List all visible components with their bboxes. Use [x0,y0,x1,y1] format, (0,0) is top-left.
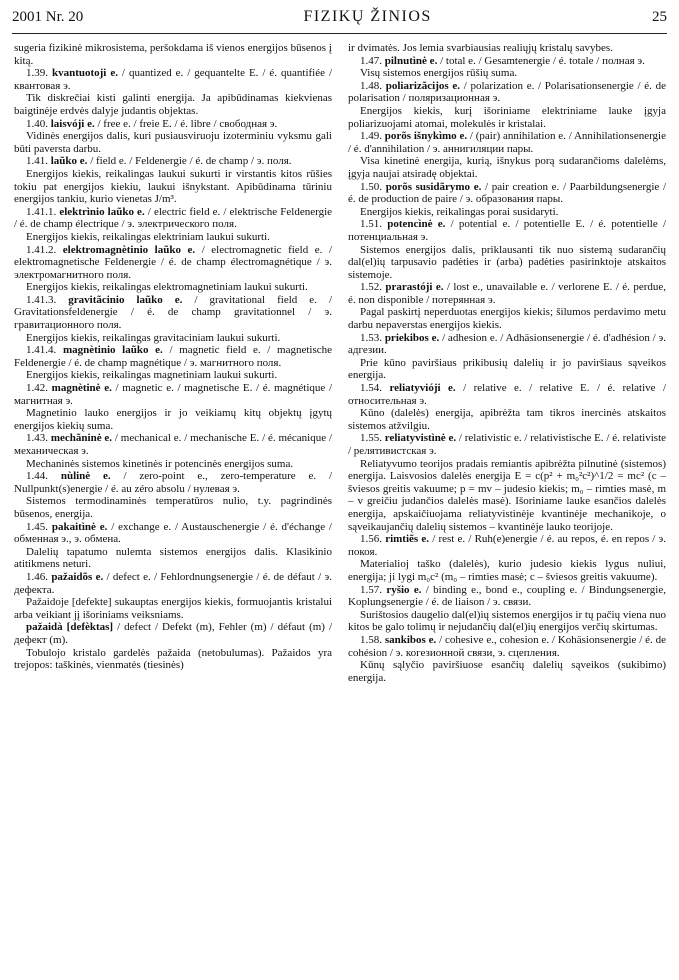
term-entry [348,432,666,457]
term-headword: rimtiẽs e. [385,533,430,546]
term-entry [348,130,666,155]
term-headword: laũko e. [50,155,88,168]
term-number: 1.41.3. [26,293,69,306]
term-headword: nùlinė e. [60,470,111,483]
term-headword: reliatyvióji e. [389,382,456,395]
term-headword: magnètinio laũko e. [62,344,163,357]
definition-text: Pagal paskirtį neperduotas energijos kiekis; šilumos perdavimo metu darbu nepaverstas energijos kiekis. [348,306,666,332]
term-headword: pažaidõs e. [51,570,104,583]
definition-text: Sistemos termodinaminės temperatūros nulio, t.y. pagrindinės būsenos, energija. [14,495,332,520]
term-translations: / total e. / Gesamtenergie / é. totale / полная э. [437,54,645,67]
term-translations: / quantized e. / gequantelte E. / é. quantifiée / квантовая э. [14,67,332,92]
term-entry [348,634,666,659]
right-column [348,42,666,684]
term-entry [14,521,332,546]
definition-text: Visų sistemos energijos rūšių suma. [360,67,518,80]
term-entry [14,244,332,282]
definition-text: Dalelių tapatumo nulemta sistemos energijos dalis. Klasikinio atitikmens neturi. [14,545,332,571]
term-headword: pilnutìnė e. [384,54,438,67]
term-translations: / potential e. / potentielle E. / é. potentielle / потенциальная э. [348,218,667,243]
term-translations: / defect / Defekt (m), Fehler (m) / défaut (m) / дефект (m). [14,621,332,646]
term-number: 1.52. [360,281,386,294]
term-translations: / defect e. / Fehlordnungsenergie / é. de défaut / э. дефекта. [14,570,332,596]
term-entry [14,118,332,131]
definition-text: Energijos kiekis, reikalingas laukui sukurti ir virstantis kitos rūšies tokiu pat energijos kiekiu, laukui išnykstant. Apibūdinama tūriniu energijos tankiu, kurio vienetas J/m³. [14,167,332,206]
term-headword: pakaitìnė e. [51,520,108,533]
term-translations: / relativistic e. / relativistische E. / é. relativiste / релятивистская э. [348,432,667,457]
continued-text: sugeria fizikinė mikrosistema, peršokdama iš vienos energijos būsenos į kitą. [14,42,332,67]
term-entry [14,67,332,92]
term-number: 1.53. [360,331,385,344]
term-entry [348,80,666,105]
definition-text: Materialioj taško (dalelės), kurio judesio kiekis lygus nuliui, energija; ji lygi m₀c² (m₀ – rimties masė; c – šviesos greitis vakuume). [348,558,666,583]
term-entry [348,332,666,357]
term-number: 1.41.4. [26,344,63,357]
term-translations: / magnetic field e. / magnetische Feldenergie / é. de champ magnétique / э. магнитного поля. [14,344,333,369]
term-translations: / electric field e. / elektrische Feldenergie / é. de champ électrique / э. электрического поля. [14,205,333,231]
definition-text: Prie kūno paviršiaus prikibusių dalelių ir jo paviršiaus sąveikos energija. [348,356,666,382]
term-headword: pažaidà [defèktas] [26,621,114,634]
definition-text: Magnetinio lauko energijos ir jo veikiamų kitų objektų įgytų energijos kiekių suma. [14,407,332,432]
definition-text: Reliatyvumo teorijos pradais remiantis apibrėžta pilnutinė (sistemos) energija. Laisvosios dalelės energija E = c(p² + m₀²c²)^1/2 = mc² (c – šviesos greitis vakuume; p = mv – judesio kiekis; m₀ – rimties masė, m – v greičiu judančios dalelės masė). Išoriniame lauke esančios dalelės energija, apskaičiuojama reliatyvistinėje kvantinėje mechanikoje, o sąveikaujančių dalelių sistemos – kvantinėje lauko teorijoje. [348,457,666,533]
definition-text: Sistemos energijos dalis, priklausanti tik nuo sistemą sudarančių dal(el)ių tarpusavio padėties ir (arba) padėties pasirinktoje atskaitos sistemoje. [348,243,666,281]
term-entry [348,281,666,306]
issue-label: 2001 Nr. 20 [12,9,84,25]
left-column [14,42,332,672]
term-translations: / relative e. / relative E. / é. relative / относительная э. [348,382,667,407]
definition-text: Energijos kiekis, kurį išoriniame elektriniame lauke įgyja poliarizuojami atomai, molekulės ir kristalai. [348,104,666,130]
term-number: 1.43. [26,432,51,445]
definition-text: Tik diskrečiai kisti galinti energija. Ja apibūdinamas kiekvienas baigtinėje erdvės dalyje judantis objektas. [14,92,332,117]
continued-text: ir dvimatės. Jos lemia svarbiausias realiųjų kristalų savybes. [348,42,613,54]
term-number: 1.40. [26,117,51,130]
term-entry [348,584,666,609]
definition-text: Energijos kiekis, reikalingas porai susidaryti. [360,205,559,218]
term-translations: / pair creation e. / Paarbildungsenergie / é. de production de paire / э. образования пары. [348,180,667,206]
term-entry [348,218,666,243]
term-number: 1.45. [26,520,52,533]
term-entry [348,181,666,206]
term-entry [14,621,332,646]
term-headword: magnètinė e. [51,382,112,395]
term-number: 1.51. [360,218,388,231]
definition-text: Energijos kiekis, reikalingas elektromagnetiniam laukui sukurti. [26,281,308,294]
term-translations: / mechanical e. / mechanische E. / é. mécanique / механическая э. [14,432,332,457]
term-headword: prarastóji e. [385,281,444,294]
term-headword: elektromagnètinio laũko e. [62,243,196,256]
term-number: 1.50. [360,180,386,193]
term-entry [14,294,332,332]
term-translations: / (pair) annihilation e. / Annihilationsenergie / é. d'annihilation / э. аннигиляции пары. [348,130,666,155]
page-header [12,8,667,34]
term-entry [14,155,332,168]
term-number: 1.57. [360,583,387,596]
definition-text: Energijos kiekis, reikalingas elektriniam laukui sukurti. [26,230,270,243]
term-headword: ryšio e. [386,583,422,596]
term-entry [14,571,332,596]
term-translations: / magnetic e. / magnetische E. / é. magnétique / магнитная э. [14,382,333,407]
term-entry [14,382,332,407]
page-number: 25 [652,9,667,25]
term-headword: reliatyvistìnė e. [384,432,457,445]
term-number: 1.49. [360,130,385,143]
definition-text: Visa kinetinė energija, kurią, išnykus porą sudarančioms dalelėms, įgyja naujai atsiradę objektai. [348,155,666,180]
term-number: 1.46. [26,570,52,583]
definition-text: Kūnų sąlyčio paviršiuose esančių dalelių sąveikos (sukibimo) energija. [348,659,666,684]
term-headword: priekibos e. [384,331,440,344]
term-number: 1.58. [360,633,385,646]
term-headword: porõs susidãrymo e. [385,180,482,193]
term-headword: elektrìnio laũko e. [59,205,145,218]
term-entry [14,206,332,231]
term-translations: / zero-point e., zero-temperature e. / Nullpunkt(s)energie / é. au zéro absolu / нулевая э. [14,470,333,495]
term-entry [348,533,666,558]
term-entry [348,55,666,68]
term-headword: laisvóji e. [50,117,95,130]
term-entry [348,382,666,407]
term-translations: / rest e. / Ruh(e)energie / é. au repos, é. en repos / э. покоя. [348,533,667,558]
definition-text: Vidinės energijos dalis, kuri pusiausviruoju izoterminiu vyksmu gali būti paversta darbu. [14,130,332,155]
term-number: 1.41.1. [26,205,60,218]
definition-text: Tobulojo kristalo gardelės pažaida (netobulumas). Pažaidos yra trejopos: taškinės, vienmatės (tiesinės) [14,646,332,672]
term-entry [14,432,332,457]
definition-text: Energijos kiekis, reikalingas gravitaciniam laukui sukurti. [26,331,281,344]
term-entry [14,344,332,369]
term-translations: / field e. / Feldenergie / é. de champ / э. поля. [87,155,292,168]
term-number: 1.54. [360,382,390,395]
term-number: 1.56. [360,533,386,546]
term-translations: / binding e., bond e., coupling e. / Bindungsenergie, Koplungsenergie / é. de liaison / э. связи. [348,583,666,609]
definition-text: Surištosios daugelio dal(el)ių sistemos energijos ir tų pačių viena nuo kitos be galo tolimų ir nejudančių dal(el)ių energijos verčių skirtumas. [348,608,666,634]
term-translations: / polarization e. / Polarisationsenergie / é. de polarisation / поляризационная э. [348,79,666,105]
definition-text: Mechaninės sistemos kinetinės ir potencinės energijos suma. [26,457,294,470]
term-headword: poliarizãcijos e. [385,79,460,92]
term-number: 1.47. [360,54,385,67]
term-headword: mechãninė e. [50,432,113,445]
term-number: 1.42. [26,382,52,395]
term-number: 1.55. [360,432,385,445]
term-number: 1.41. [26,155,51,168]
term-entry [14,470,332,495]
definition-text: Energijos kiekis, reikalingas magnetiniam laukui sukurti. [26,369,278,382]
term-translations: / electromagnetic field e. / elektromagnetische Feldenergie / é. de champ électromagnétique / э. электромагнитного поля. [14,243,333,281]
journal-title: FIZIKŲ ŽINIOS [303,8,432,25]
term-translations: / free e. / freie E. / é. libre / свободная э. [94,117,278,130]
term-translations: / exchange e. / Austauschenergie / é. d'échange / обменная э., э. обмена. [14,520,332,546]
term-number: 1.48. [360,79,386,92]
term-translations: / adhesion e. / Adhäsionsenergie / é. d'adhésion / э. адгезии. [348,331,666,357]
term-translations: / cohesive e., cohesion e. / Kohäsionsenergie / é. de cohésion / э. когезионной связи, э. сцепления. [348,633,666,659]
definition-text: Kūno (dalelės) energija, apibrėžta tam tikros inercinės atskaitos sistemos atžvilgiu. [348,407,666,432]
term-headword: porõs išnykìmo e. [384,130,468,143]
term-number: 1.39. [26,67,52,80]
term-headword: sankibos e. [384,633,437,646]
term-translations: / lost e., unavailable e. / verlorene E. / é. perdue, é. non disponible / потерянная э. [348,281,666,306]
term-headword: gravitãcinio laũko e. [68,293,183,306]
term-translations: / gravitational field e. / Gravitationsfeldenergie / é. de champ gravitationnel / э. гравитационного поля. [14,293,332,332]
term-number: 1.44. [26,470,61,483]
definition-text: Pažaidoje [defekte] sukauptas energijos kiekis, formuojantis kristalui arba veikiant jį išoriniams veiksniams. [14,596,332,621]
term-headword: kvantuotoji e. [51,67,118,80]
term-headword: potencìnė e. [387,218,446,231]
term-number: 1.41.2. [26,243,63,256]
